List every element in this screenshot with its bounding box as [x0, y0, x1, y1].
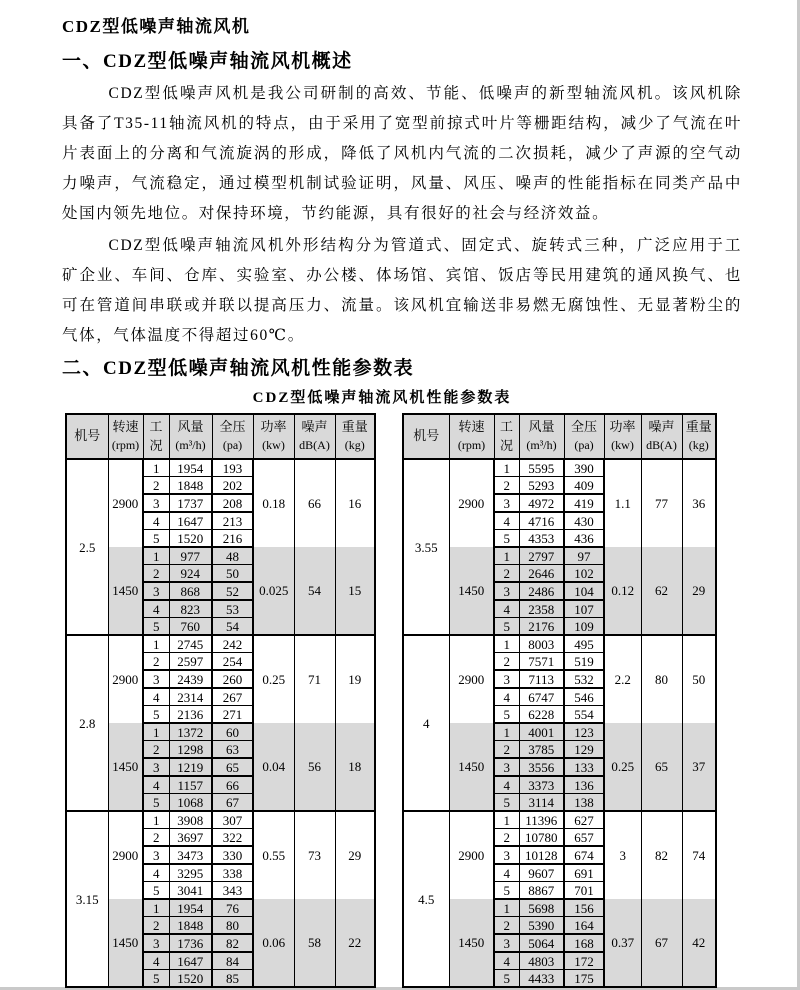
tables-container: [65, 413, 742, 988]
flow-cell: 4433: [519, 970, 564, 988]
condition-cell: 2: [494, 477, 519, 495]
condition-cell: 4: [143, 512, 169, 530]
flow-cell: 1737: [169, 494, 212, 512]
pressure-cell: 495: [564, 635, 604, 653]
pressure-cell: 216: [212, 530, 253, 548]
pressure-cell: 260: [212, 670, 253, 688]
pressure-cell: 307: [212, 811, 253, 829]
performance-table-right: [402, 413, 717, 988]
flow-cell: 7113: [519, 670, 564, 688]
section1-heading: 一、CDZ型低噪声轴流风机概述: [62, 51, 353, 72]
condition-cell: 5: [143, 882, 169, 900]
weight-cell: 16: [335, 459, 375, 547]
condition-cell: 2: [494, 653, 519, 671]
table-row: [66, 547, 375, 565]
condition-cell: 2: [143, 917, 169, 935]
flow-cell: 1954: [169, 899, 212, 917]
machine-no-cell: 4.5: [403, 811, 449, 987]
flow-cell: 2314: [169, 688, 212, 706]
flow-cell: 1520: [169, 530, 212, 548]
power-cell: 0.04: [253, 723, 294, 811]
condition-cell: 1: [143, 547, 169, 565]
flow-cell: 2797: [519, 547, 564, 565]
condition-cell: 4: [494, 688, 519, 706]
flow-cell: 4716: [519, 512, 564, 530]
noise-cell: 80: [641, 635, 682, 723]
pressure-cell: 419: [564, 494, 604, 512]
weight-cell: 37: [682, 723, 716, 811]
condition-cell: 3: [143, 670, 169, 688]
flow-cell: 2358: [519, 600, 564, 618]
flow-cell: 4972: [519, 494, 564, 512]
machine-no-cell: 2.5: [66, 459, 108, 635]
machine-no-cell: 3.55: [403, 459, 449, 635]
pressure-cell: 519: [564, 653, 604, 671]
header-cell-machine: 机号: [403, 414, 449, 459]
pressure-cell: 330: [212, 846, 253, 864]
pressure-cell: 338: [212, 864, 253, 882]
flow-cell: 3041: [169, 882, 212, 900]
flow-cell: 10780: [519, 829, 564, 847]
power-cell: 0.25: [604, 723, 641, 811]
pressure-cell: 67: [212, 794, 253, 812]
table-row: [403, 459, 716, 477]
flow-cell: 11396: [519, 811, 564, 829]
flow-cell: 2136: [169, 706, 212, 724]
condition-cell: 2: [143, 477, 169, 495]
table-row: [66, 723, 375, 741]
pressure-cell: 54: [212, 618, 253, 636]
condition-cell: 5: [494, 794, 519, 812]
condition-cell: 4: [494, 776, 519, 794]
pressure-cell: 63: [212, 741, 253, 759]
flow-cell: 1298: [169, 741, 212, 759]
header-cell-power: 功率 (kw): [604, 414, 641, 459]
pressure-cell: 175: [564, 970, 604, 988]
weight-cell: 74: [682, 811, 716, 899]
pressure-cell: 627: [564, 811, 604, 829]
header-cell-weight: 重量 (kg): [335, 414, 375, 459]
flow-cell: 4001: [519, 723, 564, 741]
pressure-cell: 546: [564, 688, 604, 706]
pressure-cell: 254: [212, 653, 253, 671]
noise-cell: 67: [641, 899, 682, 987]
flow-cell: 1954: [169, 459, 212, 477]
flow-cell: 2439: [169, 670, 212, 688]
pressure-cell: 213: [212, 512, 253, 530]
header-cell-condition: 工 况: [494, 414, 519, 459]
flow-cell: 10128: [519, 846, 564, 864]
power-cell: 0.18: [253, 459, 294, 547]
flow-cell: 2486: [519, 582, 564, 600]
flow-cell: 2176: [519, 618, 564, 636]
pressure-cell: 65: [212, 758, 253, 776]
flow-cell: 977: [169, 547, 212, 565]
flow-cell: 1219: [169, 758, 212, 776]
condition-cell: 2: [143, 829, 169, 847]
rpm-cell: 2900: [108, 635, 143, 723]
flow-cell: 3556: [519, 758, 564, 776]
pressure-cell: 50: [212, 565, 253, 583]
pressure-cell: 168: [564, 934, 604, 952]
pressure-cell: 80: [212, 917, 253, 935]
pressure-cell: 172: [564, 952, 604, 970]
header-cell-noise: 噪声 dB(A): [641, 414, 682, 459]
pressure-cell: 164: [564, 917, 604, 935]
rpm-cell: 2900: [449, 635, 494, 723]
pressure-cell: 156: [564, 899, 604, 917]
header-row: [403, 414, 716, 459]
pressure-cell: 104: [564, 582, 604, 600]
condition-cell: 5: [494, 882, 519, 900]
noise-cell: 71: [294, 635, 335, 723]
flow-cell: 9607: [519, 864, 564, 882]
rpm-cell: 2900: [449, 459, 494, 547]
pressure-cell: 53: [212, 600, 253, 618]
noise-cell: 58: [294, 899, 335, 987]
flow-cell: 823: [169, 600, 212, 618]
table-row: [403, 723, 716, 741]
flow-cell: 2597: [169, 653, 212, 671]
condition-cell: 3: [143, 582, 169, 600]
overview-paragraph-2: CDZ型低噪声轴流风机外形结构分为管道式、固定式、旋转式三种，广泛应用于工矿企业、车间、仓库、实验室、办公楼、体场馆、宾馆、饭店等民用建筑的通风换气、也可在管道间串联或并联以提高压力、流量。该风机宜输送非易燃无腐蚀性、无显著粉尘的气体，气体温度不得超过60℃。: [62, 237, 742, 344]
flow-cell: 1372: [169, 723, 212, 741]
pressure-cell: 52: [212, 582, 253, 600]
condition-cell: 2: [143, 565, 169, 583]
rpm-cell: 2900: [108, 459, 143, 547]
flow-cell: 1068: [169, 794, 212, 812]
table-row: [66, 899, 375, 917]
flow-cell: 7571: [519, 653, 564, 671]
condition-cell: 5: [143, 618, 169, 636]
power-cell: 0.06: [253, 899, 294, 987]
pressure-cell: 343: [212, 882, 253, 900]
flow-cell: 1647: [169, 512, 212, 530]
flow-cell: 924: [169, 565, 212, 583]
flow-cell: 1647: [169, 952, 212, 970]
condition-cell: 1: [494, 899, 519, 917]
weight-cell: 18: [335, 723, 375, 811]
condition-cell: 5: [143, 530, 169, 548]
pressure-cell: 657: [564, 829, 604, 847]
table-row: [66, 459, 375, 477]
rpm-cell: 2900: [108, 811, 143, 899]
pressure-cell: 102: [564, 565, 604, 583]
power-cell: 0.55: [253, 811, 294, 899]
header-cell-machine: 机号: [66, 414, 108, 459]
flow-cell: 868: [169, 582, 212, 600]
machine-no-cell: 3.15: [66, 811, 108, 987]
table-row: [66, 635, 375, 653]
rpm-cell: 1450: [108, 547, 143, 635]
condition-cell: 1: [143, 635, 169, 653]
flow-cell: 5293: [519, 477, 564, 495]
noise-cell: 73: [294, 811, 335, 899]
flow-cell: 2745: [169, 635, 212, 653]
condition-cell: 5: [494, 706, 519, 724]
condition-cell: 3: [494, 494, 519, 512]
pressure-cell: 271: [212, 706, 253, 724]
flow-cell: 3114: [519, 794, 564, 812]
power-cell: 2.2: [604, 635, 641, 723]
header-cell-flow: 风量 (m³/h): [519, 414, 564, 459]
header-cell-pressure: 全压 (pa): [212, 414, 253, 459]
header-row: [66, 414, 375, 459]
condition-cell: 3: [494, 758, 519, 776]
rpm-cell: 1450: [108, 899, 143, 987]
flow-cell: 3908: [169, 811, 212, 829]
condition-cell: 1: [143, 811, 169, 829]
condition-cell: 4: [143, 688, 169, 706]
pressure-cell: 76: [212, 899, 253, 917]
weight-cell: 29: [335, 811, 375, 899]
condition-cell: 2: [143, 653, 169, 671]
pressure-cell: 97: [564, 547, 604, 565]
pressure-cell: 409: [564, 477, 604, 495]
power-cell: 1.1: [604, 459, 641, 547]
pressure-cell: 60: [212, 723, 253, 741]
noise-cell: 62: [641, 547, 682, 635]
condition-cell: 2: [143, 741, 169, 759]
pressure-cell: 109: [564, 618, 604, 636]
flow-cell: 8867: [519, 882, 564, 900]
flow-cell: 6228: [519, 706, 564, 724]
flow-cell: 2646: [519, 565, 564, 583]
pressure-cell: 430: [564, 512, 604, 530]
condition-cell: 2: [494, 829, 519, 847]
pressure-cell: 691: [564, 864, 604, 882]
condition-cell: 4: [143, 600, 169, 618]
power-cell: 0.12: [604, 547, 641, 635]
condition-cell: 4: [143, 864, 169, 882]
pressure-cell: 674: [564, 846, 604, 864]
weight-cell: 29: [682, 547, 716, 635]
pressure-cell: 242: [212, 635, 253, 653]
flow-cell: 6747: [519, 688, 564, 706]
header-cell-flow: 风量 (m³/h): [169, 414, 212, 459]
noise-cell: 56: [294, 723, 335, 811]
condition-cell: 3: [143, 494, 169, 512]
performance-table-left: [65, 413, 376, 988]
weight-cell: 42: [682, 899, 716, 987]
condition-cell: 1: [143, 899, 169, 917]
flow-cell: 3295: [169, 864, 212, 882]
table-row: [403, 811, 716, 829]
condition-cell: 3: [143, 846, 169, 864]
flow-cell: 5390: [519, 917, 564, 935]
power-cell: 0.37: [604, 899, 641, 987]
header-cell-weight: 重量 (kg): [682, 414, 716, 459]
condition-cell: 4: [494, 600, 519, 618]
power-cell: 0.025: [253, 547, 294, 635]
header-cell-noise: 噪声 dB(A): [294, 414, 335, 459]
flow-cell: 4353: [519, 530, 564, 548]
flow-cell: 1736: [169, 934, 212, 952]
pressure-cell: 107: [564, 600, 604, 618]
flow-cell: 3473: [169, 846, 212, 864]
pressure-cell: 532: [564, 670, 604, 688]
pressure-cell: 202: [212, 477, 253, 495]
condition-cell: 3: [494, 670, 519, 688]
pressure-cell: 82: [212, 934, 253, 952]
pressure-cell: 208: [212, 494, 253, 512]
weight-cell: 15: [335, 547, 375, 635]
pressure-cell: 48: [212, 547, 253, 565]
weight-cell: 50: [682, 635, 716, 723]
condition-cell: 3: [494, 582, 519, 600]
overview-paragraph-1: CDZ型低噪声风机是我公司研制的高效、节能、低噪声的新型轴流风机。该风机除具备了T35-11轴流风机的特点，由于采用了宽型前掠式叶片等栅距结构，减少了气流在叶片表面上的分离和气流旋涡的形成，降低了风机内气流的二次损耗，减少了声源的空气动力噪声，气流稳定，通过模型机制试验证明，风量、风压、噪声的性能指标在同类产品中处国内领先地位。对保持环境，节约能源，具有很好的社会与经济效益。: [62, 85, 742, 222]
flow-cell: 1848: [169, 477, 212, 495]
rpm-cell: 1450: [108, 723, 143, 811]
machine-no-cell: 4: [403, 635, 449, 811]
rpm-cell: 1450: [449, 547, 494, 635]
condition-cell: 4: [143, 952, 169, 970]
condition-cell: 2: [494, 917, 519, 935]
power-cell: 3: [604, 811, 641, 899]
pressure-cell: 133: [564, 758, 604, 776]
header-cell-rpm: 转速 (rpm): [449, 414, 494, 459]
pressure-cell: 136: [564, 776, 604, 794]
condition-cell: 1: [143, 723, 169, 741]
pressure-cell: 554: [564, 706, 604, 724]
machine-no-cell: 2.8: [66, 635, 108, 811]
pressure-cell: 84: [212, 952, 253, 970]
noise-cell: 54: [294, 547, 335, 635]
rpm-cell: 1450: [449, 899, 494, 987]
condition-cell: 3: [143, 758, 169, 776]
condition-cell: 1: [494, 811, 519, 829]
pressure-cell: 66: [212, 776, 253, 794]
section2-heading: 二、CDZ型低噪声轴流风机性能参数表: [62, 358, 415, 379]
header-cell-condition: 工 况: [143, 414, 169, 459]
document-title: CDZ型低噪声轴流风机: [62, 17, 251, 36]
condition-cell: 5: [143, 970, 169, 988]
table-caption: CDZ型低噪声轴流风机性能参数表: [252, 390, 512, 406]
condition-cell: 4: [143, 776, 169, 794]
condition-cell: 3: [494, 846, 519, 864]
flow-cell: 3373: [519, 776, 564, 794]
pressure-cell: 129: [564, 741, 604, 759]
flow-cell: 8003: [519, 635, 564, 653]
pressure-cell: 322: [212, 829, 253, 847]
flow-cell: 4803: [519, 952, 564, 970]
condition-cell: 2: [494, 741, 519, 759]
table-row: [66, 811, 375, 829]
pressure-cell: 85: [212, 970, 253, 988]
pressure-cell: 123: [564, 723, 604, 741]
rpm-cell: 1450: [449, 723, 494, 811]
condition-cell: 5: [143, 794, 169, 812]
pressure-cell: 193: [212, 459, 253, 477]
rpm-cell: 2900: [449, 811, 494, 899]
condition-cell: 1: [494, 723, 519, 741]
weight-cell: 19: [335, 635, 375, 723]
power-cell: 0.25: [253, 635, 294, 723]
header-cell-power: 功率 (kw): [253, 414, 294, 459]
flow-cell: 5064: [519, 934, 564, 952]
noise-cell: 82: [641, 811, 682, 899]
condition-cell: 5: [494, 530, 519, 548]
noise-cell: 66: [294, 459, 335, 547]
flow-cell: 5595: [519, 459, 564, 477]
condition-cell: 3: [143, 934, 169, 952]
flow-cell: 3785: [519, 741, 564, 759]
pressure-cell: 267: [212, 688, 253, 706]
weight-cell: 22: [335, 899, 375, 987]
pressure-cell: 390: [564, 459, 604, 477]
condition-cell: 5: [143, 706, 169, 724]
condition-cell: 1: [143, 459, 169, 477]
flow-cell: 5698: [519, 899, 564, 917]
weight-cell: 36: [682, 459, 716, 547]
condition-cell: 2: [494, 565, 519, 583]
pressure-cell: 138: [564, 794, 604, 812]
flow-cell: 760: [169, 618, 212, 636]
flow-cell: 1520: [169, 970, 212, 988]
condition-cell: 5: [494, 970, 519, 988]
condition-cell: 1: [494, 459, 519, 477]
header-cell-pressure: 全压 (pa): [564, 414, 604, 459]
condition-cell: 5: [494, 618, 519, 636]
condition-cell: 4: [494, 952, 519, 970]
noise-cell: 77: [641, 459, 682, 547]
condition-cell: 1: [494, 547, 519, 565]
pressure-cell: 701: [564, 882, 604, 900]
pressure-cell: 436: [564, 530, 604, 548]
flow-cell: 1848: [169, 917, 212, 935]
condition-cell: 1: [494, 635, 519, 653]
condition-cell: 4: [494, 864, 519, 882]
table-row: [403, 635, 716, 653]
flow-cell: 3697: [169, 829, 212, 847]
header-cell-rpm: 转速 (rpm): [108, 414, 143, 459]
condition-cell: 3: [494, 934, 519, 952]
flow-cell: 1157: [169, 776, 212, 794]
condition-cell: 4: [494, 512, 519, 530]
table-row: [403, 899, 716, 917]
noise-cell: 65: [641, 723, 682, 811]
table-row: [403, 547, 716, 565]
